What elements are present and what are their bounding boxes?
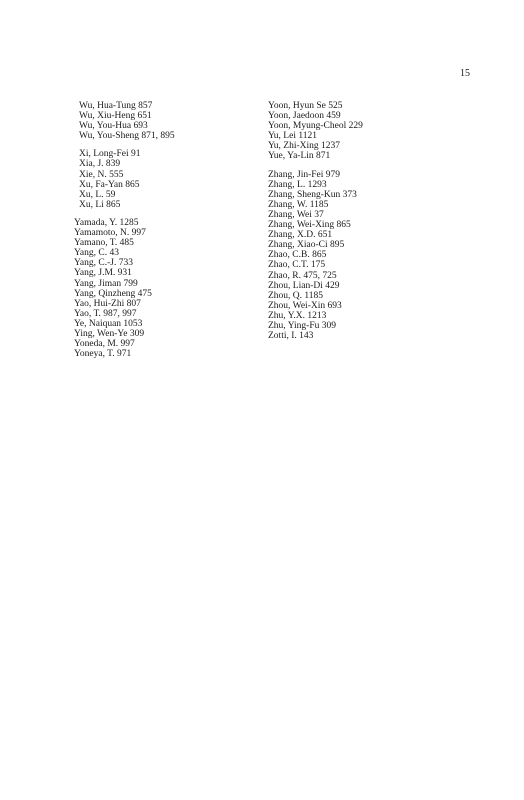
index-entry: Yamamoto, N. 997 [74,228,146,239]
index-entry: Xie, N. 555 [79,169,124,180]
index-entry: Yamano, T. 485 [74,238,134,249]
index-entry: Xia, J. 839 [79,159,121,170]
index-group [268,101,468,162]
page-number: 15 [460,68,470,79]
index-entry: Zhang, Sheng-Kun 373 [268,189,357,200]
index-entry: Zhou, Q. 1185 [268,290,324,301]
index-entry: Yoon, Myung-Cheol 229 [268,121,363,132]
index-entry: Yoon, Hyun Se 525 [268,101,343,111]
index-entry: Zotti, I. 143 [268,331,314,342]
index-entry: Zhu, Y.X. 1213 [268,310,327,321]
index-entry: Zhang, W. 1185 [268,199,329,210]
index-entry: Zhang, Jin-Fei 979 [268,169,341,180]
index-group [268,170,468,342]
index-entry: Yang, Jiman 799 [74,278,138,289]
index-entry: Yu, Zhi-Xing 1237 [268,141,341,152]
index-entry: Zhao, C.T. 175 [268,260,326,271]
index-entry: Yao, Hui-Zhi 807 [74,298,141,309]
index-group [74,218,254,359]
index-entry: Zhang, Wei-Xing 865 [268,220,351,231]
index-entry: Ye, Naiquan 1053 [74,318,143,329]
index-entry: Yoneya, T. 971 [74,349,132,360]
index-entry: Yu, Lei 1121 [268,131,317,142]
index-entry: Yang, C.-J. 733 [74,258,133,269]
author-index-left-column [74,101,254,367]
index-entry: Yue, Ya-Lin 871 [268,151,331,162]
index-entry: Yang, J.M. 931 [74,268,132,279]
index-entry: Yao, T. 987, 997 [74,308,137,319]
index-entry: Wu, You-Hua 693 [79,121,148,132]
index-entry: Yang, C. 43 [74,248,119,259]
index-entry: Xu, Li 865 [79,199,121,210]
index-entry: Zhu, Ying-Fu 309 [268,320,336,331]
index-entry: Xu, L. 59 [79,189,116,200]
author-index-right-column [268,101,468,349]
index-entry: Zhang, X.D. 651 [268,230,333,241]
index-entry: Zhang, Wei 37 [268,209,324,220]
index-entry: Yoneda, M. 997 [74,339,135,350]
index-group [74,101,254,141]
index-entry: Zhang, L. 1293 [268,179,327,190]
index-entry: Zhao, C.B. 865 [268,250,327,261]
index-entry: Xu, Fa-Yan 865 [79,179,140,190]
index-entry: Xi, Long-Fei 91 [79,149,141,160]
index-entry: Yang, Qinzheng 475 [74,288,152,299]
index-entry: Ying, Wen-Ye 309 [74,328,145,339]
index-group [74,149,254,210]
index-entry: Yoon, Jaedoon 459 [268,111,341,122]
index-entry: Yamada, Y. 1285 [74,217,139,228]
index-entry: Wu, Hua-Tung 857 [79,101,153,111]
index-entry: Zhao, R. 475, 725 [268,270,337,281]
index-entry: Zhou, Wei-Xin 693 [268,300,342,311]
index-entry: Zhang, Xiao-Ci 895 [268,240,345,251]
index-entry: Wu, You-Sheng 871, 895 [79,131,175,142]
index-entry: Zhou, Lian-Di 429 [268,280,340,291]
index-entry: Wu, Xiu-Heng 651 [79,111,152,122]
